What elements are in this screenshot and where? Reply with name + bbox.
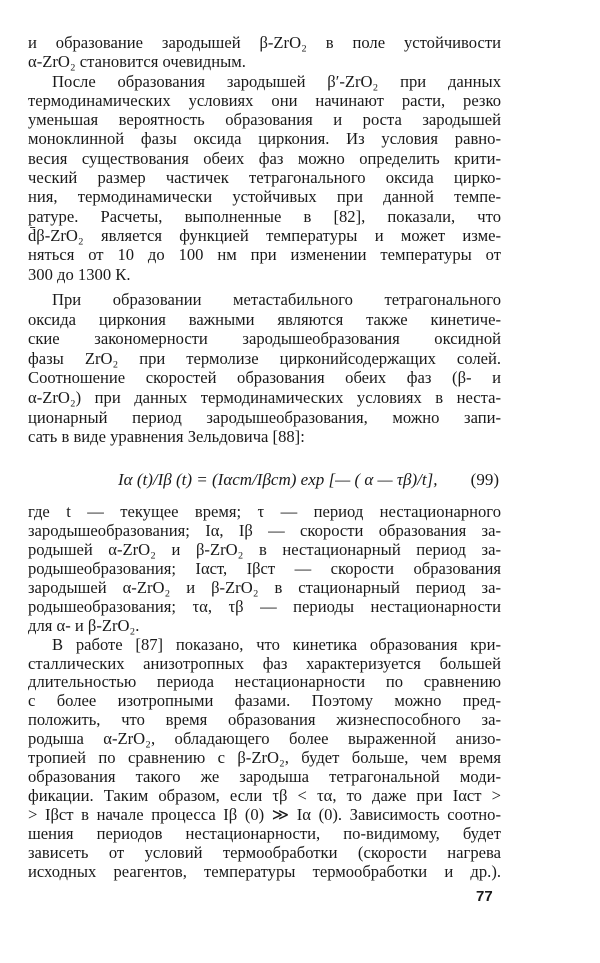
text-line: После образования зародышей β′-ZrO₂ при данных [52, 71, 501, 91]
text-line: родышеобразования; Iαст, Iβст — скорости образования [28, 558, 501, 578]
text-line: ционарный период зародышеобразования, можно запи- [28, 407, 501, 427]
text-line: d̄β-ZrO₂ является функцией температуры и может изме- [28, 225, 501, 245]
text-line: ния, термодинамически устойчивых при данной темпе- [28, 187, 501, 207]
text-line: где t — текущее время; τ — период нестационарного [28, 502, 501, 521]
text-line: длительностью периода нестационарности по сравнению [28, 672, 501, 692]
text-line: положить, что время образования жизнеспособного за- [28, 710, 501, 730]
text-line: α-ZrO₂) при данных термодинамических условиях в неста- [28, 387, 501, 407]
text-line: шения периодов нестационарности, по-видимому, будет [28, 823, 501, 843]
text-line: няться от 10 до 100 нм при изменении температуры от [28, 245, 501, 265]
text-line: > Iβст в начале процесса Iβ (0) ≫ Iα (0). Зависимость соотно- [28, 805, 501, 824]
text-line: зародышеобразования; Iα, Iβ — скорости образования за- [28, 520, 501, 540]
page-number: 77 [476, 888, 493, 905]
text-line: моноклинной фазы оксида циркония. Из условия равно- [28, 129, 501, 149]
text-line: зависеть от условий термообработки (скорости нагрева [28, 842, 501, 862]
equation-number: (99) [470, 470, 499, 489]
text-line: При образовании метастабильного тетрагонального [52, 290, 501, 309]
text-line: родыша α-ZrO₂, обладающего более выраженной анизо- [28, 729, 501, 749]
text-line: и образование зародышей β-ZrO₂ в поле устойчивости [28, 33, 501, 52]
text-line: сать в виде уравнения Зельдовича [88]: [28, 427, 305, 447]
text-line: Соотношение скоростей образования обеих фаз (β- и [28, 368, 501, 388]
paragraph-block-2 [28, 290, 501, 447]
text-line: образования такого же зародыша тетрагональной моди- [28, 767, 501, 787]
text-line: зародышей α-ZrO₂ и β-ZrO₂ в стационарный период за- [28, 577, 501, 597]
text-line: сталлических анизотропных фаз характеризуется большей [28, 653, 501, 673]
text-line: α-ZrO₂ становится очевидным. [28, 52, 246, 72]
text-line: оксида циркония важными являются также кинетиче- [28, 309, 501, 329]
text-line: В работе [87] показано, что кинетика образования кри- [52, 634, 501, 654]
equation-expression: Iα (t)/Iβ (t) = (Iαст/Iβст) exp [— ( α — τβ)/t], [118, 470, 438, 489]
text-line: с более изотропными фазами. Поэтому можно пред- [28, 691, 501, 711]
text-line: родышей α-ZrO₂ и β-ZrO₂ в нестационарный период за- [28, 539, 501, 559]
text-line: уменьшая вероятность образования и роста зародышей [28, 110, 501, 130]
text-line: тропией по сравнению с β-ZrO₂, будет больше, чем время [28, 748, 501, 768]
text-line: для α- и β-ZrO₂. [28, 615, 140, 635]
text-line: термодинамических условиях они начинают расти, резко [28, 90, 501, 110]
text-line: исходных реагентов, температуры термообработки и др.). [28, 861, 501, 881]
text-line: родышеобразования; τα, τβ — периоды нестационарности [28, 596, 501, 616]
text-line: фикации. Таким образом, если τβ < τα, то даже при Iαст > [28, 786, 501, 806]
paragraph-block-3 [28, 503, 501, 882]
text-line: 300 до 1300 К. [28, 264, 131, 284]
text-line: ческий размер частичек тетрагонального оксида цирко- [28, 168, 501, 188]
text-line: весия существования обеих фаз можно определить крити- [28, 148, 501, 168]
text-line: ратуре. Расчеты, выполненные в [82], показали, что [28, 206, 501, 226]
text-line: фазы ZrO₂ при термолизе цирконийсодержащих солей. [28, 348, 501, 368]
paragraph-block-1 [28, 33, 501, 284]
text-line: ские закономерности зародышеобразования оксидной [28, 329, 501, 349]
